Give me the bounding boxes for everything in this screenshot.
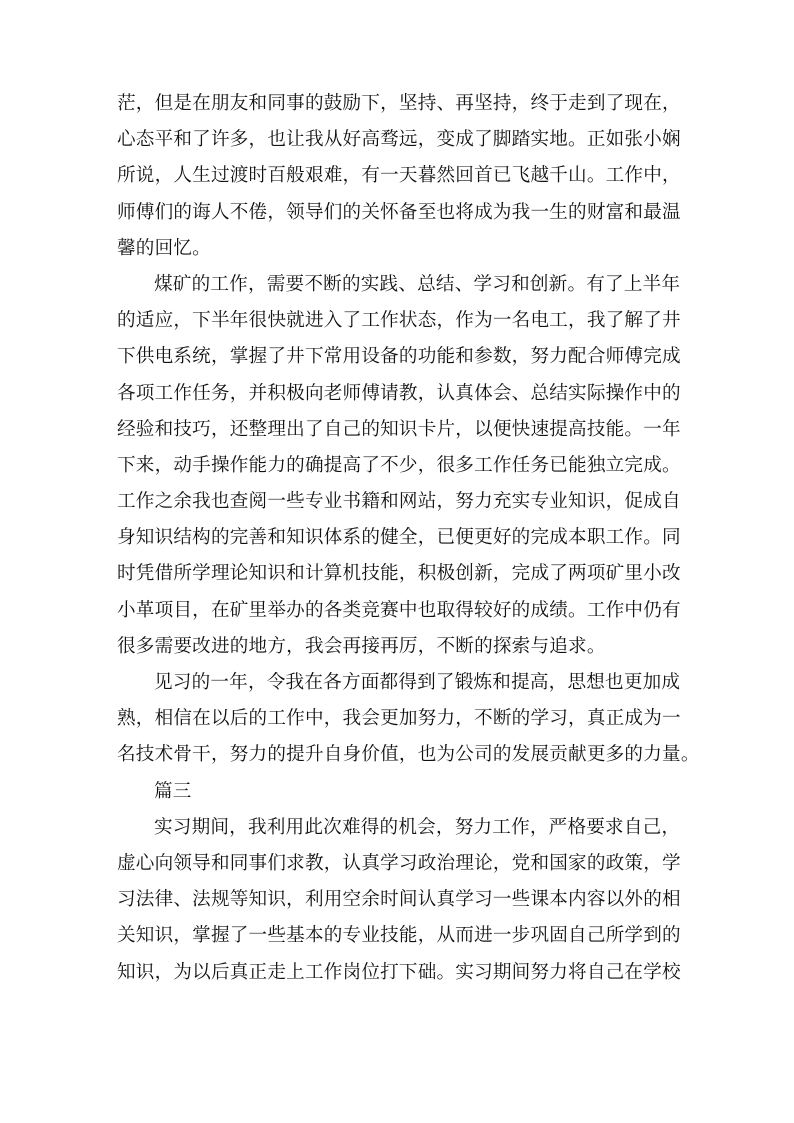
text-line: 茫，但是在朋友和同事的鼓励下，坚持、再坚持，终于走到了现在，	[117, 93, 681, 114]
paragraph-first-line: 煤矿的工作，需要不断的实践、总结、学习和创新。有了上半年	[154, 273, 681, 295]
section-heading: 篇三	[154, 780, 192, 802]
text-line: 名技术骨干，努力的提升自身价值，也为公司的发展贡献更多的力量。	[117, 744, 700, 766]
text-line: 师傅们的诲人不倦，领导们的关怀备至也将成为我一生的财富和最温	[117, 201, 681, 223]
text-line: 工作之余我也查阅一些专业书籍和网站，努力充实专业知识，促成自	[117, 491, 681, 513]
text-line: 下来，动手操作能力的确提高了不少，很多工作任务已能独立完成。	[117, 454, 681, 476]
text-line: 所说，人生过渡时百般艰难，有一天暮然回首已飞越千山。工作中，	[117, 165, 681, 187]
text-line: 经验和技巧，还整理出了自己的知识卡片，以便快速提高技能。一年	[117, 418, 681, 440]
text-line: 熟，相信在以后的工作中，我会更加努力，不断的学习，真正成为一	[117, 708, 681, 730]
text-line: 时凭借所学理论知识和计算机技能，积极创新，完成了两项矿里小改	[117, 563, 681, 585]
text-line: 心态平和了许多，也让我从好高骛远，变成了脚踏实地。正如张小娴	[117, 129, 681, 151]
paragraph-first-line: 实习期间，我利用此次难得的机会，努力工作，严格要求自己，	[154, 816, 681, 838]
document-body	[117, 86, 700, 991]
paragraph-first-line: 见习的一年，令我在各方面都得到了锻炼和提高，思想也更加成	[154, 672, 681, 693]
text-line: 关知识，掌握了一些基本的专业技能，从而进一步巩固自己所学到的	[117, 925, 681, 947]
text-line: 下供电系统，掌握了井下常用设备的功能和参数，努力配合师傅完成	[117, 346, 681, 368]
text-line: 很多需要改进的地方，我会再接再厉，不断的探索与追求。	[117, 635, 606, 657]
text-line: 小革项目，在矿里举办的各类竞赛中也取得较好的成绩。工作中仍有	[117, 599, 681, 621]
text-line: 的适应，下半年很快就进入了工作状态，作为一名电工，我了解了井	[117, 310, 681, 332]
text-line: 身知识结构的完善和知识体系的健全，已便更好的完成本职工作。同	[117, 527, 681, 549]
text-line: 习法律、法规等知识，利用空余时间认真学习一些课本内容以外的相	[117, 889, 681, 911]
text-line: 知识，为以后真正走上工作岗位打下础。实习期间努力将自己在学校	[117, 961, 681, 983]
text-line: 虚心向领导和同事们求教，认真学习政治理论，党和国家的政策，学	[117, 852, 681, 874]
text-line: 各项工作任务，并积极向老师傅请教，认真体会、总结实际操作中的	[117, 382, 681, 404]
text-line: 馨的回忆。	[117, 237, 211, 259]
